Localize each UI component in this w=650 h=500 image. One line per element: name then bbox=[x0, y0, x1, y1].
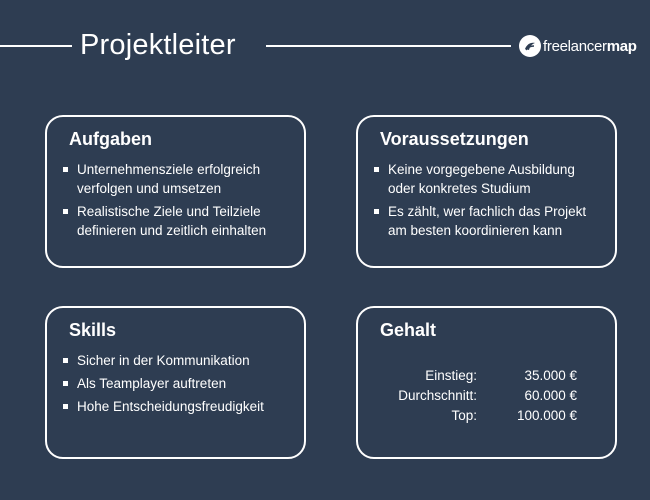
card-voraussetzungen-title: Voraussetzungen bbox=[380, 129, 529, 149]
card-gehalt bbox=[356, 306, 617, 459]
card-skills-list bbox=[63, 351, 292, 420]
freelancermap-logo-icon bbox=[519, 35, 541, 57]
card-voraussetzungen bbox=[356, 115, 617, 268]
list-item: Sicher in der Kommunikation bbox=[63, 351, 292, 370]
salary-label: Einstieg: bbox=[425, 368, 477, 383]
list-item: Realistische Ziele und Teilziele definieren und zeitlich einhalten bbox=[63, 202, 292, 240]
list-item: Keine vorgegebene Ausbildung oder konkretes Studium bbox=[374, 160, 603, 198]
salary-value: 60.000 € bbox=[524, 388, 577, 403]
card-aufgaben-list bbox=[63, 160, 292, 244]
salary-row bbox=[358, 366, 615, 386]
list-item: Als Teamplayer auftreten bbox=[63, 374, 292, 393]
title-line-right bbox=[266, 45, 511, 47]
card-aufgaben bbox=[45, 115, 306, 268]
card-gehalt-title: Gehalt bbox=[380, 320, 437, 340]
list-item: Unternehmensziele erfolgreich verfolgen und umsetzen bbox=[63, 160, 292, 198]
card-skills bbox=[45, 306, 306, 459]
salary-label: Top: bbox=[451, 408, 477, 423]
card-aufgaben-title: Aufgaben bbox=[69, 129, 152, 149]
salary-value: 100.000 € bbox=[516, 408, 577, 423]
salary-row bbox=[358, 406, 615, 426]
title-line-left bbox=[0, 45, 72, 47]
logo-text: freelancermap bbox=[543, 37, 637, 55]
card-skills-title: Skills bbox=[69, 320, 117, 340]
freelancermap-logo bbox=[519, 33, 637, 59]
card-voraussetzungen-list bbox=[374, 160, 603, 244]
salary-value: 35.000 € bbox=[524, 368, 577, 383]
list-item: Es zählt, wer fachlich das Projekt am besten koordinieren kann bbox=[374, 202, 603, 240]
page-title: Projektleiter bbox=[80, 29, 236, 61]
list-item: Hohe Entscheidungsfreudigkeit bbox=[63, 397, 292, 416]
salary-label: Durchschnitt: bbox=[398, 388, 477, 403]
salary-table bbox=[358, 366, 615, 426]
salary-row bbox=[358, 386, 615, 406]
